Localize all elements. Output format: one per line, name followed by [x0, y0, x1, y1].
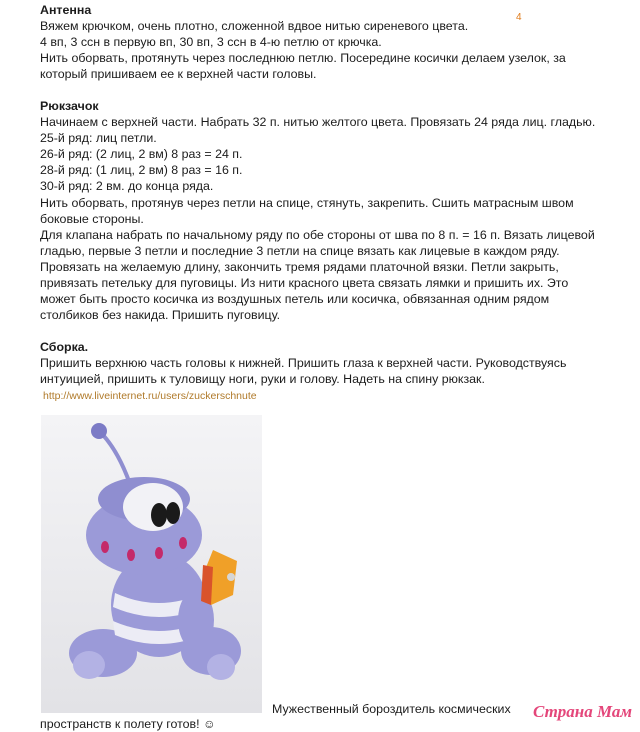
section-assembly: [40, 339, 620, 387]
antenna-line: Вяжем крючком, очень плотно, сложенной вдвое нитью сиреневого цвета.: [40, 19, 469, 34]
assembly-line: Пришить верхнюю часть головы к нижней. Пришить глаза к верхней части. Руководствуясь: [40, 356, 567, 371]
photo-caption-continued: пространств к полету готов! ☺: [40, 717, 216, 731]
backpack-line: привязать петельку для пуговицы. Из нити красного цвета связать лямки и пришить их. Это: [40, 276, 569, 291]
antenna-line: 4 вп, 3 ссн в первую вп, 30 вп, 3 ссн в 4-ю петлю от крючка.: [40, 35, 382, 50]
section-title-assembly: Сборка.: [40, 340, 89, 354]
antenna-line: который пришиваем ее к верхней части головы.: [40, 67, 317, 82]
section-title-backpack: Рюкзачок: [40, 99, 99, 113]
assembly-line: интуицией, пришить к туловищу ноги, руки и голову. Надеть на спину рюкзак.: [40, 372, 485, 387]
backpack-line: боковые стороны.: [40, 211, 144, 226]
antenna-line: Нить оборвать, протянуть через последнюю петлю. Посередине косички делаем узелок, за: [40, 51, 566, 66]
toy-photo: [41, 415, 262, 713]
backpack-line: 28-й ряд: (1 лиц, 2 вм) 8 раз = 16 п.: [40, 163, 243, 178]
toy-illustration: [41, 415, 262, 713]
section-antenna: [40, 2, 620, 82]
page-number: 4: [516, 12, 522, 23]
backpack-line: гладью, первые 3 петли и последние 3 петли на спице вязать как лицевые в каждом ряду.: [40, 243, 560, 258]
backpack-line: 25-й ряд: лиц петли.: [40, 131, 157, 146]
backpack-line: Начинаем с верхней части. Набрать 32 п. нитью желтого цвета. Провязать 24 ряда лиц. гладью.: [40, 115, 596, 130]
source-link[interactable]: http://www.liveinternet.ru/users/zuckerschnute: [43, 390, 257, 402]
site-watermark: Страна Мам: [533, 702, 633, 721]
section-backpack: [40, 98, 620, 323]
backpack-line: может быть просто косичка из воздушных петель или косичка, обвязанная одним рядом: [40, 292, 550, 307]
backpack-line: Провязать на желаемую длину, закончить тремя рядами платочной вязки. Петли закрыть,: [40, 259, 559, 274]
backpack-line: Нить оборвать, протянув через петли на спице, стянуть, закрепить. Сшить матрасным швом: [40, 195, 574, 210]
photo-caption: Мужественный бороздитель космических: [272, 702, 511, 716]
section-title-antenna: Антенна: [40, 3, 92, 17]
backpack-line: Для клапана набрать по начальному ряду по обе стороны от шва по 8 п. = 16 п. Вязать лицевой: [40, 227, 595, 242]
backpack-line: 30-й ряд: 2 вм. до конца ряда.: [40, 179, 214, 194]
backpack-line: столбиков без накида. Пришить пуговицу.: [40, 308, 281, 323]
backpack-line: 26-й ряд: (2 лиц, 2 вм) 8 раз = 24 п.: [40, 147, 243, 162]
